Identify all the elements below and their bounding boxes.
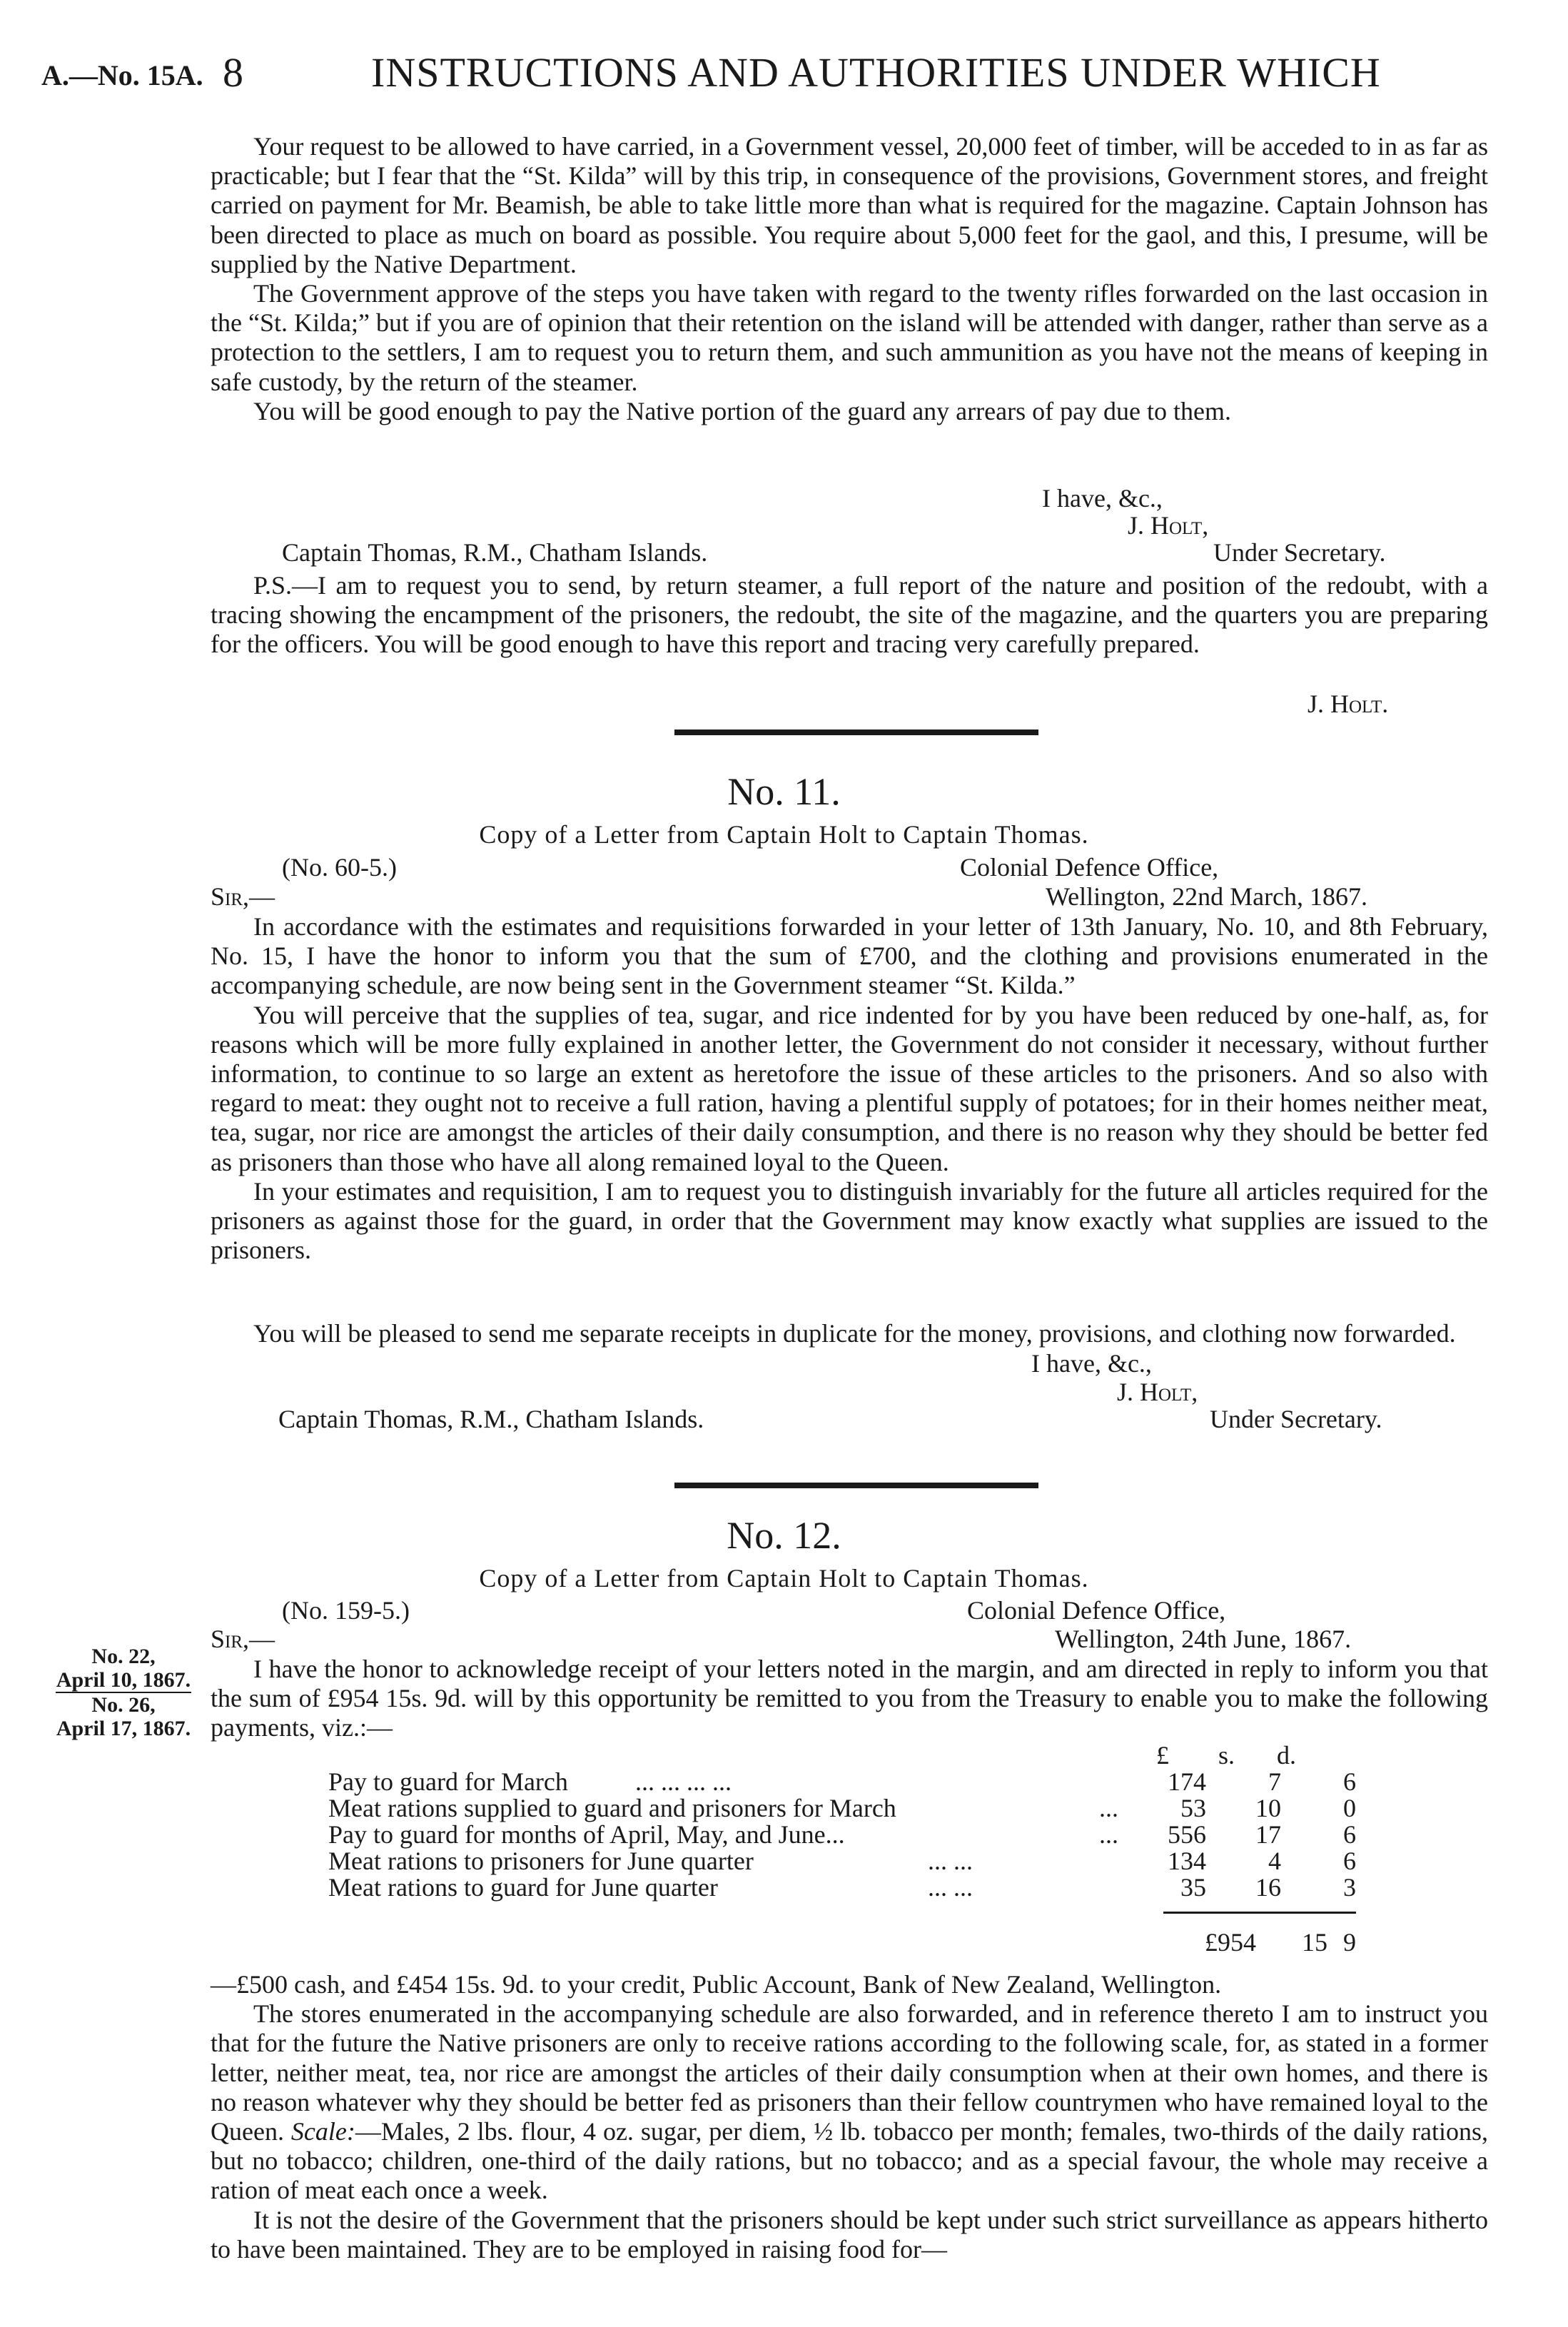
schedule-row [328,1822,1356,1848]
letter-subtitle: Copy of a Letter from Captain Holt to Captain Thomas. [479,820,1089,849]
shillings-unit: s. [1218,1741,1235,1770]
schedule-total [1156,1927,1356,1956]
intro-text [211,132,1488,426]
schedule-label: Meat rations to guard for June quarter [328,1873,718,1902]
section-divider [674,1483,1038,1488]
document-reference: A.—No. 15A. [41,59,203,91]
ps-signer: J. Holt. [1307,690,1389,718]
margin-note-line: April 17, 1867. [56,1717,191,1740]
letter-subtitle: Copy of a Letter from Captain Holt to Captain Thomas. [479,1564,1089,1592]
total-pence: 9 [1343,1928,1356,1957]
amount-pounds: 134 [1168,1847,1206,1875]
margin-note-line: April 10, 1867. [56,1668,191,1692]
closing: I have, &c., [1031,1349,1152,1378]
amount-shillings: 7 [1268,1767,1281,1796]
letter-ref: (No. 159-5.) [282,1596,410,1625]
amount-shillings: 4 [1268,1847,1281,1875]
schedule-row [328,1848,1356,1874]
amount-shillings: 17 [1255,1820,1281,1849]
letter-ref: (No. 60-5.) [282,853,397,882]
schedule-label: Pay to guard for months of April, May, and June... [328,1820,845,1849]
margin-note-line: No. 22, [91,1645,156,1668]
schedule-leader: ... [1099,1820,1118,1849]
pounds-unit: £ [1156,1741,1169,1770]
salutation: Sir,— [211,882,275,911]
paragraph: You will be pleased to send me separate receipts in duplicate for the money, provisions, and clothing now forwarded. [253,1319,1456,1348]
schedule-label: Meat rations to prisoners for June quarter [328,1847,754,1875]
schedule-row [328,1769,1356,1795]
amount-shillings: 16 [1255,1873,1281,1902]
letter-number: No. 11. [727,770,841,813]
schedule-leader: ... ... [928,1847,973,1875]
addressee: Captain Thomas, R.M., Chatham Islands. [278,1405,704,1433]
currency-units [1156,1740,1296,1770]
amount-pounds: 174 [1168,1767,1206,1796]
section-divider [674,730,1038,735]
schedule-leader: ... ... [928,1873,973,1902]
total-pounds: £954 [1205,1928,1256,1957]
paragraph: You will perceive that the supplies of tea, sugar, and rice indented for by you have been reduced by one-half, as, for reasons which will be more fully explained in another letter, the Government do not consider it necessary, without further information, to continue to so large an extent as heretofore the issue of these articles to the prisoners. And so also with regard to meat: they ought not to receive a full ration, having a plentiful supply of potatoes; for in their homes neither meat, tea, sugar, nor rice are amongst the articles of their daily consumption, and there is no reason why they should be better fed as prisoners than those who have all along remained loyal to the Queen. [211,1000,1488,1176]
page-number: 8 [223,49,243,96]
paragraph-text: The stores enumerated in the accompanying schedule are also forwarded, and in reference thereto I am to instruct you that for the future the Native prisoners are only to receive rations according to the following scale, for, as stated in a former letter, neither meat, tea, nor rice are amongst the articles of their daily consumption when at their own homes, and there is no reason whatever why they should be better fed as prisoners than their fellow countrymen who have remained loyal to the Queen. [211,1999,1488,2146]
letter11-last [211,1319,1488,1348]
paragraph: P.S.—I am to request you to send, by return steamer, a full report of the nature and position of the redoubt, with a tracing showing the encampment of the prisoners, the redoubt, the site of the magazine, and the quarters you are preparing for the officers. You will be good enough to have this report and tracing very carefully prepared. [211,571,1488,659]
scale-label: Scale: [290,2117,355,2146]
amount-pence: 6 [1343,1767,1356,1796]
signer: J. Holt, [1117,1378,1198,1406]
letter12-body [211,1970,1488,2264]
amount-pence: 6 [1343,1820,1356,1849]
paragraph [211,1999,1488,2205]
amount-pounds: 35 [1180,1873,1206,1902]
closing: I have, &c., [1042,484,1163,513]
total-rule [1163,1912,1356,1914]
letter11-body [211,912,1488,1265]
total-shillings: 15 [1302,1928,1327,1957]
amount-shillings: 10 [1255,1794,1281,1822]
running-title: INSTRUCTIONS AND AUTHORITIES UNDER WHICH [371,49,1381,96]
schedule-row [328,1795,1356,1822]
schedule-leader: ... [1099,1794,1118,1822]
schedule-label: Meat rations supplied to guard and prisoners for March [328,1794,896,1822]
amount-pence: 6 [1343,1847,1356,1875]
scale-text: —Males, 2 lbs. flour, 4 oz. sugar, per diem, ½ lb. tobacco per month; females, two-thirds of the daily rations, but no tobacco; children, one-third of the daily rations, but no tobacco; and as a special favour, the whole may receive a ration of meat each once a week. [211,2117,1489,2205]
amount-pence: 3 [1343,1873,1356,1902]
signer-title: Under Secretary. [1213,538,1386,567]
page-header [0,44,1568,108]
postscript [211,571,1488,660]
addressee: Captain Thomas, R.M., Chatham Islands. [282,538,708,567]
paragraph: You will be good enough to pay the Native portion of the guard any arrears of pay due to them. [253,396,1232,425]
paragraph: Your request to be allowed to have carried, in a Government vessel, 20,000 feet of timber, will be acceded to in as far as practicable; but I fear that the “St. Kilda” will by this trip, in consequence of the provisions, Government stores, and freight carried on payment for Mr. Beamish, be able to take little more than what is required for the magazine. Captain Johnson has been directed to place as much on board as possible. You require about 5,000 feet for the gaol, and this, I presume, will be supplied by the Native Department. [211,132,1488,278]
office: Colonial Defence Office, [967,1596,1226,1625]
letter-date: Wellington, 24th June, 1867. [1055,1625,1352,1653]
amount-pounds: 53 [1180,1794,1206,1822]
schedule-leader: ... ... ... ... [635,1767,732,1796]
letter12-intro [211,1655,1488,1743]
amount-pounds: 556 [1168,1820,1206,1849]
salutation: Sir,— [211,1625,275,1653]
paragraph: I have the honor to acknowledge receipt of your letters noted in the margin, and am directed in reply to inform you that the sum of £954 15s. 9d. will by this opportunity be remitted to you from the Treasury to enable you to make the following payments, viz.:— [211,1655,1488,1742]
schedule-label: Pay to guard for March [328,1767,568,1796]
amount-pence: 0 [1343,1794,1356,1822]
pence-unit: d. [1277,1741,1297,1770]
signer: J. Holt, [1128,511,1209,540]
paragraph: In your estimates and requisition, I am to request you to distinguish invariably for the future all articles required for the prisoners as against those for the guard, in order that the Government may know exactly what supplies are issued to the prisoners. [211,1176,1488,1265]
margin-note [27,1645,220,1740]
margin-note-line: No. 26, [91,1693,156,1717]
paragraph: It is not the desire of the Government that the prisoners should be kept under such strict surveillance as appears hitherto to have been maintained. They are to be employed in raising food for— [211,2205,1488,2263]
signer-title: Under Secretary. [1210,1405,1382,1433]
paragraph: In accordance with the estimates and requisitions forwarded in your letter of 13th January, No. 10, and 8th February, No. 15, I have the honor to inform you that the sum of £700, and the clothing and provisions enumerated in the accompanying schedule, are now being sent in the Government steamer “St. Kilda.” [211,912,1488,1000]
payment-schedule [328,1769,1356,1901]
schedule-row [328,1874,1356,1901]
paragraph: The Government approve of the steps you have taken with regard to the twenty rifles forwarded on the last occasion in the “St. Kilda;” but if you are of opinion that their retention on the island will be attended with danger, rather than serve as a protection to the settlers, I am to request you to return them, and such ammunition as you have not the means of keeping in safe custody, by the return of the steamer. [211,279,1489,396]
paragraph: —£500 cash, and £454 15s. 9d. to your credit, Public Account, Bank of New Zealand, Wellington. [211,1970,1222,1999]
letter-number: No. 12. [727,1514,841,1557]
office: Colonial Defence Office, [960,853,1219,882]
letter-date: Wellington, 22nd March, 1867. [1046,882,1368,911]
